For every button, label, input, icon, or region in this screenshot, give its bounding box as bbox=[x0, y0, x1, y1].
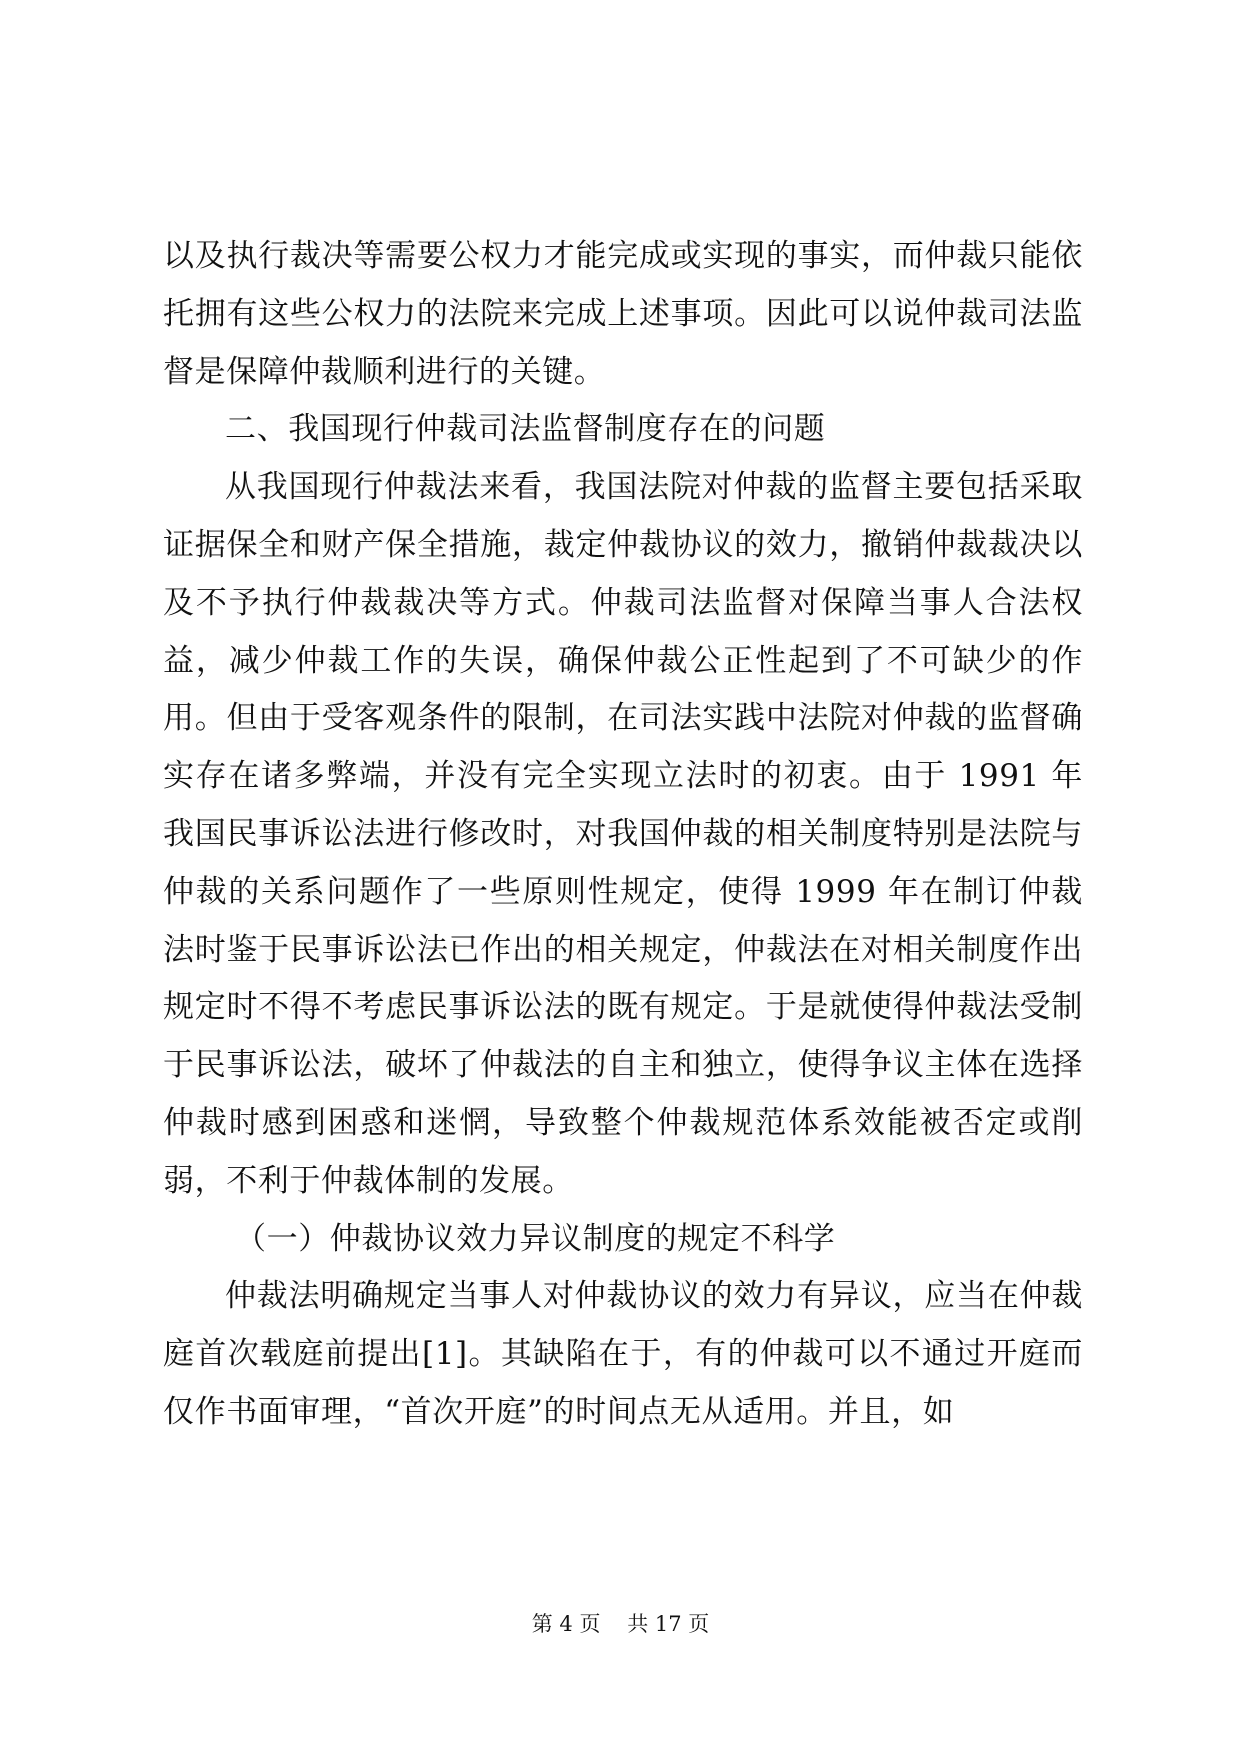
document-body bbox=[163, 228, 1083, 1442]
paragraph: 仲裁法明确规定当事人对仲裁协议的效力有异议，应当在仲裁庭首次载庭前提出[1]。其缺陷在于，有的仲裁可以不通过开庭而仅作书面审理，“首次开庭”的时间点无从适用。并且，如 bbox=[163, 1278, 1083, 1430]
section-heading: 二、我国现行仲裁司法监督制度存在的问题 bbox=[225, 411, 826, 448]
page-total: 共 17 页 bbox=[627, 1612, 710, 1636]
subsection-heading: （一）仲裁协议效力异议制度的规定不科学 bbox=[235, 1220, 836, 1257]
paragraph: 从我国现行仲裁法来看，我国法院对仲裁的监督主要包括采取证据保全和财产保全措施，裁定仲裁协议的效力，撤销仲裁裁决以及不予执行仲裁裁决等方式。仲裁司法监督对保障当事人合法权益，减少仲裁工作的失误，确保仲裁公正性起到了不可缺少的作用。但由于受客观条件的限制，在司法实践中法院对仲裁的监督确实存在诸多弊端，并没有完全实现立法时的初衷。由于 1991 年我国民事诉讼法进行修改时，对我国仲裁的相关制度特别是法院与仲裁的关系问题作了一些原则性规定，使得 1999 年在制订仲裁法时鉴于民事诉讼法已作出的相关规定，仲裁法在对相关制度作出规定时不得不考虑民事诉讼法的既有规定。于是就使得仲裁法受制于民事诉讼法，破坏了仲裁法的自主和独立，使得争议主体在选择仲裁时感到困惑和迷惘，导致整个仲裁规范体系效能被否定或削弱，不利于仲裁体制的发展。 bbox=[163, 469, 1083, 1199]
page-number: 第 4 页 bbox=[531, 1612, 601, 1636]
page-footer bbox=[0, 1609, 1241, 1639]
paragraph-continued: 以及执行裁决等需要公权力才能完成或实现的事实，而仲裁只能依托拥有这些公权力的法院来完成上述事项。因此可以说仲裁司法监督是保障仲裁顺利进行的关键。 bbox=[163, 238, 1083, 390]
